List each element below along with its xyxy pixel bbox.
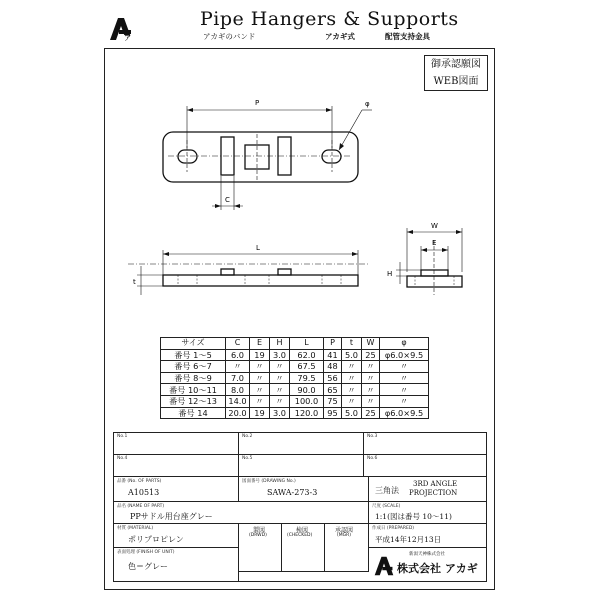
prepared-date: 平成14年12月13日: [375, 535, 442, 544]
table-row: [161, 384, 429, 396]
table-cell: 120.0: [290, 407, 324, 419]
table-row: [161, 361, 429, 373]
part-number: A10513: [128, 488, 160, 497]
table-header-cell: W: [362, 338, 380, 350]
table-cell: 〃: [362, 361, 380, 373]
table-cell: 番号 1〜5: [161, 349, 226, 361]
scale-cell: [369, 502, 486, 524]
table-header-cell: t: [342, 338, 362, 350]
header-subtitle-left: アカギのバンド: [203, 32, 256, 41]
table-cell: 95: [324, 407, 342, 419]
finish-label: 表面処理 (FINISH OF UNIT): [117, 550, 175, 555]
title-block: [113, 432, 487, 582]
table-cell: 〃: [270, 372, 290, 384]
table-cell: 56: [324, 372, 342, 384]
table-cell: 〃: [380, 395, 429, 407]
part-number-cell: [114, 477, 239, 502]
table-cell: 〃: [362, 372, 380, 384]
dim-label-w: W: [431, 222, 438, 230]
rail-side-right: [278, 269, 291, 275]
checked-cell: [282, 524, 325, 572]
revision-cell-6: [364, 455, 486, 477]
table-cell: 6.0: [226, 349, 250, 361]
revision-cell-2: [239, 433, 364, 455]
table-cell: 3.0: [270, 407, 290, 419]
approved-cell: [325, 524, 369, 572]
stamp-line-1: 御承認願図: [431, 59, 481, 70]
part-name: PPサドル用台座グレー: [130, 512, 213, 521]
table-cell: 25: [362, 349, 380, 361]
table-header-cell: E: [250, 338, 270, 350]
revision-label-3: No.3: [367, 434, 378, 439]
prepared-date-label: 作成日 (PREPARED): [372, 526, 415, 531]
table-cell: 75: [324, 395, 342, 407]
scale-value: 1:1(図は番号 10〜11): [375, 512, 452, 521]
finish-value: 色＝グレー: [128, 562, 168, 571]
table-cell: 25: [362, 407, 380, 419]
approved-label-en: (MGR): [337, 533, 352, 538]
part-name-cell: [114, 502, 369, 524]
rail-side-left: [221, 269, 234, 275]
table-cell: 番号 12〜13: [161, 395, 226, 407]
table-header-cell: C: [226, 338, 250, 350]
page-title: Pipe Hangers & Supports: [200, 8, 459, 30]
part-number-label: 品番 (No. OF PARTS): [117, 479, 162, 484]
table-cell: 〃: [362, 395, 380, 407]
checked-label: 検図: [296, 527, 309, 534]
slot-left: [178, 150, 197, 163]
projection-en-line1: 3RD ANGLE: [413, 480, 458, 488]
drawn-label-en: (DRWD): [249, 533, 267, 538]
part-name-label: 品名 (NAME OF PART): [117, 504, 165, 509]
company-subname: 新潟天神株式会社: [409, 552, 445, 557]
scale-label: 尺度 (SCALE): [372, 504, 401, 509]
projection-jp: 三角法: [375, 486, 399, 495]
table-cell: 41: [324, 349, 342, 361]
plate-side-view: [163, 275, 358, 286]
table-header-cell: サイズ: [161, 338, 226, 350]
table-cell: 90.0: [290, 384, 324, 396]
table-cell: 65: [324, 384, 342, 396]
material-value: ポリプロピレン: [128, 535, 184, 544]
revision-cell-5: [239, 455, 364, 477]
table-cell: 19: [250, 407, 270, 419]
table-cell: 3.0: [270, 349, 290, 361]
revision-label-5: No.5: [242, 456, 253, 461]
table-cell: 79.5: [290, 372, 324, 384]
table-row: [161, 349, 429, 361]
slot-right: [322, 150, 341, 163]
approved-label: 承認図: [335, 527, 354, 534]
table-header-cell: L: [290, 338, 324, 350]
stamp-line-2: WEB図面: [433, 76, 479, 87]
prepared-date-cell: [369, 524, 486, 548]
table-cell: 〃: [226, 361, 250, 373]
table-header-cell: H: [270, 338, 290, 350]
checked-label-en: (CHECKED): [287, 533, 313, 538]
material-label: 材質 (MATERIAL): [117, 526, 154, 531]
table-cell: 番号 10〜11: [161, 384, 226, 396]
header-subtitle-mid: アカギ式: [325, 32, 355, 41]
table-row: [161, 395, 429, 407]
drawing-number-label: 図面番号 (DRAWING No.): [242, 479, 296, 484]
table-cell: 〃: [380, 372, 429, 384]
table-cell: 〃: [342, 384, 362, 396]
dim-label-c: C: [225, 196, 230, 204]
revision-cell-3: [364, 433, 486, 455]
finish-cell: [114, 548, 239, 581]
table-row: [161, 407, 429, 419]
table-row: [161, 372, 429, 384]
company-logo: [373, 555, 395, 577]
projection-en-line2: PROJECTION: [409, 489, 458, 497]
revision-label-4: No.4: [117, 456, 128, 461]
table-cell: 5.0: [342, 349, 362, 361]
table-cell: 14.0: [226, 395, 250, 407]
signature-row-spacer: [239, 572, 369, 581]
table-header-cell: φ: [380, 338, 429, 350]
rail-end-view: [421, 270, 448, 276]
table-cell: 〃: [250, 372, 270, 384]
table-cell: 〃: [250, 384, 270, 396]
plate-top-view: [163, 132, 358, 182]
revision-label-2: No.2: [242, 434, 253, 439]
table-cell: 5.0: [342, 407, 362, 419]
drawn-cell: [239, 524, 282, 572]
table-header-row: [161, 338, 429, 350]
dimensions-table: [160, 337, 429, 419]
table-cell: 〃: [270, 395, 290, 407]
table-cell: 100.0: [290, 395, 324, 407]
table-cell: φ6.0×9.5: [380, 349, 429, 361]
table-cell: 〃: [342, 395, 362, 407]
table-cell: 〃: [270, 384, 290, 396]
dim-label-l: L: [256, 244, 260, 252]
dim-label-t: t: [133, 278, 136, 286]
table-cell: 48: [324, 361, 342, 373]
table-cell: 19: [250, 349, 270, 361]
header-subtitle-right: 配管支持金具: [385, 32, 430, 41]
table-cell: φ6.0×9.5: [380, 407, 429, 419]
drawing-number-cell: [239, 477, 369, 502]
material-cell: [114, 524, 239, 548]
table-cell: 番号 6〜7: [161, 361, 226, 373]
drawn-label: 製図: [253, 527, 266, 534]
table-cell: 67.5: [290, 361, 324, 373]
dim-label-phi: φ: [365, 100, 370, 108]
table-cell: 〃: [362, 384, 380, 396]
table-cell: 〃: [250, 361, 270, 373]
table-cell: 20.0: [226, 407, 250, 419]
table-cell: 〃: [270, 361, 290, 373]
table-header-cell: P: [324, 338, 342, 350]
dim-label-e: E: [432, 239, 437, 247]
revision-cell-1: [114, 433, 239, 455]
table-cell: 62.0: [290, 349, 324, 361]
table-cell: 8.0: [226, 384, 250, 396]
company-name: 株式会社 アカギ: [397, 562, 478, 575]
company-cell: [369, 548, 486, 581]
dim-label-h: H: [387, 270, 393, 278]
revision-cell-4: [114, 455, 239, 477]
drawing-number: SAWA-273-3: [267, 488, 318, 497]
table-cell: 〃: [342, 361, 362, 373]
table-cell: 番号 14: [161, 407, 226, 419]
table-cell: 〃: [380, 361, 429, 373]
svg-text:ア: ア: [124, 34, 131, 42]
dim-label-p: P: [255, 99, 260, 107]
projection-cell: [369, 477, 486, 502]
table-cell: 〃: [250, 395, 270, 407]
table-cell: 番号 8〜9: [161, 372, 226, 384]
table-cell: 7.0: [226, 372, 250, 384]
revision-label-6: No.6: [367, 456, 378, 461]
revision-label-1: No.1: [117, 434, 128, 439]
table-cell: 〃: [380, 384, 429, 396]
table-cell: 〃: [342, 372, 362, 384]
